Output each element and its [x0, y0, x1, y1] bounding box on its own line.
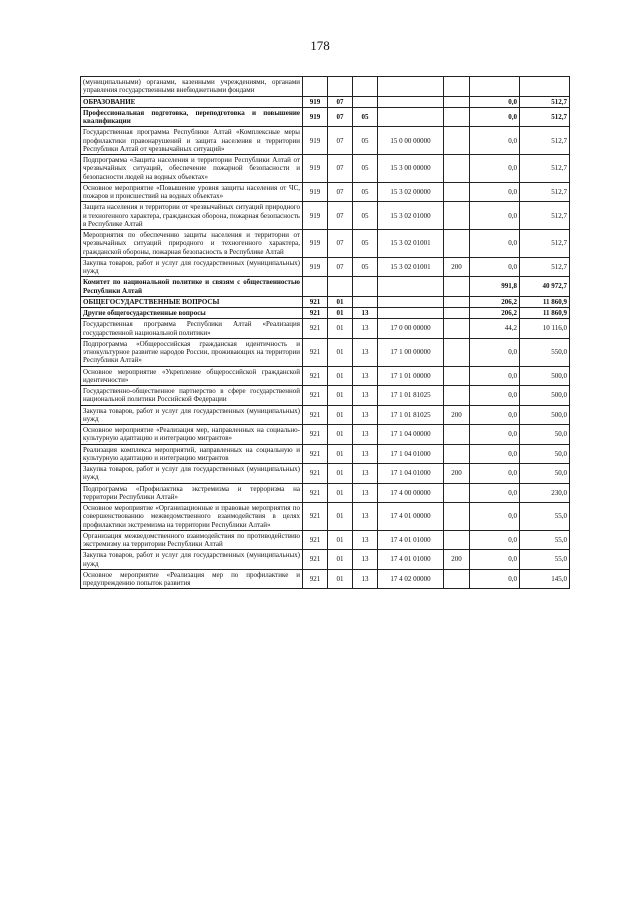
cell-value-2: 512,7 [520, 182, 570, 202]
cell-value-1: 206,2 [470, 296, 520, 307]
cell-pr: 13 [353, 444, 378, 464]
row-name: Государственная программа Республики Алтай «Реализация государственной национальной политики» [81, 319, 303, 339]
cell-csr: 17 1 04 01000 [378, 464, 444, 484]
table-row [81, 386, 570, 406]
cell-rz: 01 [328, 386, 353, 406]
cell-value-2: 230,0 [520, 483, 570, 503]
cell-value-2: 550,0 [520, 338, 570, 366]
cell-rz: 07 [328, 202, 353, 230]
row-name: ОБЩЕГОСУДАРСТВЕННЫЕ ВОПРОСЫ [81, 296, 303, 307]
budget-table [80, 76, 570, 589]
cell-rz: 01 [328, 308, 353, 319]
cell-csr [378, 107, 444, 127]
cell-rz: 01 [328, 530, 353, 550]
cell-pr [353, 296, 378, 307]
cell-ved: 921 [303, 308, 328, 319]
cell-value-1: 0,0 [470, 483, 520, 503]
cell-pr: 13 [353, 386, 378, 406]
cell-vr: 200 [444, 464, 470, 484]
table-row [81, 425, 570, 445]
cell-csr [378, 308, 444, 319]
table-row [81, 296, 570, 307]
cell-value-1 [470, 77, 520, 97]
row-name: Реализация комплекса мероприятий, направленных на социальную и культурную адаптацию и интеграцию мигрантов [81, 444, 303, 464]
cell-vr [444, 230, 470, 258]
cell-vr [444, 107, 470, 127]
table-row [81, 366, 570, 386]
cell-ved: 921 [303, 338, 328, 366]
cell-value-2: 500,0 [520, 405, 570, 425]
cell-value-2: 50,0 [520, 444, 570, 464]
cell-vr: 200 [444, 257, 470, 277]
cell-value-2: 145,0 [520, 569, 570, 589]
cell-vr [444, 338, 470, 366]
cell-value-2: 500,0 [520, 386, 570, 406]
cell-pr: 13 [353, 503, 378, 531]
cell-value-1: 0,0 [470, 107, 520, 127]
cell-value-2: 50,0 [520, 464, 570, 484]
cell-rz: 07 [328, 230, 353, 258]
cell-value-1: 0,0 [470, 96, 520, 107]
cell-csr: 17 4 00 00000 [378, 483, 444, 503]
cell-pr: 13 [353, 338, 378, 366]
cell-value-2: 11 860,9 [520, 308, 570, 319]
cell-rz: 07 [328, 127, 353, 155]
cell-vr [444, 386, 470, 406]
cell-value-1: 0,0 [470, 338, 520, 366]
cell-csr: 17 4 01 00000 [378, 503, 444, 531]
table-row [81, 503, 570, 531]
row-name: Защита населения и территории от чрезвычайных ситуаций природного и техногенного характера, гражданская оборона, пожарная безопасность в Республике Алтай [81, 202, 303, 230]
cell-csr: 15 3 02 00000 [378, 182, 444, 202]
cell-ved: 919 [303, 257, 328, 277]
cell-value-1: 0,0 [470, 444, 520, 464]
row-name: Закупка товаров, работ и услуг для государственных (муниципальных) нужд [81, 257, 303, 277]
cell-value-1: 0,0 [470, 155, 520, 183]
cell-value-2: 512,7 [520, 257, 570, 277]
cell-value-1: 0,0 [470, 386, 520, 406]
table-row [81, 77, 570, 97]
cell-pr [353, 77, 378, 97]
cell-rz: 01 [328, 338, 353, 366]
cell-value-1: 0,0 [470, 405, 520, 425]
row-name: Основное мероприятие «Организационные и правовые мероприятия по совершенствованию межведомственного взаимодействия в целях профилактики экстремизма на территории Республики Алтай» [81, 503, 303, 531]
table-row [81, 277, 570, 297]
cell-value-1: 44,2 [470, 319, 520, 339]
cell-csr: 17 4 01 01000 [378, 550, 444, 570]
cell-pr: 05 [353, 257, 378, 277]
cell-value-1: 991,8 [470, 277, 520, 297]
table-row [81, 569, 570, 589]
table-row [81, 550, 570, 570]
cell-rz: 01 [328, 569, 353, 589]
cell-ved: 921 [303, 296, 328, 307]
table-row [81, 308, 570, 319]
table-row [81, 319, 570, 339]
cell-rz: 07 [328, 257, 353, 277]
cell-ved: 921 [303, 425, 328, 445]
row-name: Основное мероприятие «Укрепление общероссийской гражданской идентичности» [81, 366, 303, 386]
row-name: Комитет по национальной политике и связям с общественностью Республики Алтай [81, 277, 303, 297]
cell-vr [444, 425, 470, 445]
row-name: Закупка товаров, работ и услуг для государственных (муниципальных) нужд [81, 550, 303, 570]
table-row [81, 202, 570, 230]
cell-value-2: 40 972,7 [520, 277, 570, 297]
cell-value-1: 0,0 [470, 425, 520, 445]
cell-ved: 921 [303, 550, 328, 570]
cell-csr: 17 1 01 81025 [378, 386, 444, 406]
cell-pr: 05 [353, 202, 378, 230]
cell-ved: 921 [303, 405, 328, 425]
cell-csr: 15 3 02 01000 [378, 202, 444, 230]
cell-ved: 919 [303, 107, 328, 127]
cell-vr [444, 277, 470, 297]
cell-rz [328, 77, 353, 97]
table-row [81, 182, 570, 202]
cell-value-2: 10 116,0 [520, 319, 570, 339]
table-row [81, 483, 570, 503]
cell-ved [303, 77, 328, 97]
cell-value-1: 0,0 [470, 464, 520, 484]
row-name: (муниципальными) органами, казенными учреждениями, органами управления государственными внебюджетными фондами [81, 77, 303, 97]
cell-vr [444, 296, 470, 307]
cell-csr: 15 3 02 01001 [378, 230, 444, 258]
cell-value-2: 512,7 [520, 155, 570, 183]
page-number: 178 [310, 38, 330, 53]
table-row [81, 464, 570, 484]
cell-pr: 13 [353, 319, 378, 339]
cell-ved: 919 [303, 96, 328, 107]
cell-rz: 07 [328, 107, 353, 127]
cell-pr: 05 [353, 127, 378, 155]
cell-ved: 921 [303, 569, 328, 589]
cell-value-1: 206,2 [470, 308, 520, 319]
cell-rz: 07 [328, 96, 353, 107]
table-row [81, 230, 570, 258]
cell-value-1: 0,0 [470, 366, 520, 386]
cell-vr [444, 569, 470, 589]
cell-vr: 200 [444, 405, 470, 425]
cell-rz: 01 [328, 366, 353, 386]
cell-ved: 921 [303, 483, 328, 503]
cell-value-2: 512,7 [520, 230, 570, 258]
table-row [81, 127, 570, 155]
row-name: Подпрограмма «Профилактика экстремизма и терроризма на территории Республики Алтай» [81, 483, 303, 503]
row-name: Основное мероприятие «Реализация мер, направленных на социально-культурную адаптацию и интеграцию мигрантов» [81, 425, 303, 445]
cell-ved: 921 [303, 503, 328, 531]
cell-csr: 17 1 00 00000 [378, 338, 444, 366]
cell-value-1: 0,0 [470, 257, 520, 277]
cell-rz: 01 [328, 483, 353, 503]
cell-csr [378, 277, 444, 297]
cell-vr [444, 308, 470, 319]
cell-csr: 15 0 00 00000 [378, 127, 444, 155]
cell-pr [353, 96, 378, 107]
cell-value-2: 500,0 [520, 366, 570, 386]
cell-rz: 01 [328, 296, 353, 307]
cell-rz: 01 [328, 444, 353, 464]
cell-vr [444, 96, 470, 107]
cell-csr: 15 3 00 00000 [378, 155, 444, 183]
cell-csr: 17 4 02 00000 [378, 569, 444, 589]
cell-vr [444, 483, 470, 503]
cell-vr [444, 366, 470, 386]
cell-rz: 01 [328, 405, 353, 425]
cell-rz: 07 [328, 182, 353, 202]
row-name: Основное мероприятие «Реализация мер по профилактике и предупреждению попыток развития [81, 569, 303, 589]
cell-ved: 919 [303, 127, 328, 155]
cell-ved: 919 [303, 182, 328, 202]
cell-vr: 200 [444, 550, 470, 570]
cell-rz: 01 [328, 319, 353, 339]
cell-ved: 919 [303, 230, 328, 258]
cell-rz: 01 [328, 550, 353, 570]
cell-ved: 921 [303, 464, 328, 484]
cell-ved: 919 [303, 155, 328, 183]
row-name: Профессиональная подготовка, переподготовка и повышение квалификации [81, 107, 303, 127]
cell-vr [444, 503, 470, 531]
cell-value-2: 512,7 [520, 107, 570, 127]
cell-value-2: 55,0 [520, 503, 570, 531]
table-row [81, 155, 570, 183]
cell-vr [444, 182, 470, 202]
cell-value-1: 0,0 [470, 202, 520, 230]
cell-value-2: 512,7 [520, 96, 570, 107]
row-name: ОБРАЗОВАНИЕ [81, 96, 303, 107]
cell-value-1: 0,0 [470, 550, 520, 570]
row-name: Мероприятия по обеспечению защиты населения и территории от чрезвычайных ситуаций природного и техногенного характера, гражданской обороны, пожарная безопасность в Республике Алтай [81, 230, 303, 258]
row-name: Закупка товаров, работ и услуг для государственных (муниципальных) нужд [81, 405, 303, 425]
row-name: Государственно-общественное партнерство в сфере государственной национальной политики Российской Федерации [81, 386, 303, 406]
cell-ved: 919 [303, 202, 328, 230]
cell-ved: 921 [303, 319, 328, 339]
cell-rz: 01 [328, 503, 353, 531]
cell-csr: 17 0 00 00000 [378, 319, 444, 339]
cell-pr: 13 [353, 425, 378, 445]
cell-vr [444, 319, 470, 339]
row-name: Другие общегосударственные вопросы [81, 308, 303, 319]
table-row [81, 96, 570, 107]
table-body [81, 77, 570, 589]
cell-csr: 15 3 02 01001 [378, 257, 444, 277]
cell-csr [378, 296, 444, 307]
table-row [81, 107, 570, 127]
cell-csr: 17 1 04 01000 [378, 444, 444, 464]
row-name: Государственная программа Республики Алтай «Комплексные меры профилактики правонарушений и защита населения и территории Республики Алтай от чрезвычайных ситуаций» [81, 127, 303, 155]
cell-csr: 17 1 04 00000 [378, 425, 444, 445]
table-row [81, 257, 570, 277]
cell-rz: 01 [328, 464, 353, 484]
cell-pr: 13 [353, 405, 378, 425]
cell-ved [303, 277, 328, 297]
cell-vr [444, 127, 470, 155]
cell-pr: 05 [353, 155, 378, 183]
cell-ved: 921 [303, 530, 328, 550]
cell-value-1: 0,0 [470, 530, 520, 550]
row-name: Подпрограмма «Общероссийская гражданская идентичность и этнокультурное развитие народов России, проживающих на территории Республики Алтай» [81, 338, 303, 366]
row-name: Организация межведомственного взаимодействия по противодействию экстремизму на территории Республики Алтай [81, 530, 303, 550]
cell-ved: 921 [303, 386, 328, 406]
cell-pr [353, 277, 378, 297]
cell-value-2: 11 860,9 [520, 296, 570, 307]
cell-vr [444, 77, 470, 97]
cell-vr [444, 155, 470, 183]
cell-pr: 13 [353, 464, 378, 484]
row-name: Основное мероприятие «Повышение уровня защиты населения от ЧС, пожаров и происшествий на водных объектах» [81, 182, 303, 202]
cell-value-1: 0,0 [470, 127, 520, 155]
cell-rz [328, 277, 353, 297]
cell-value-1: 0,0 [470, 503, 520, 531]
cell-rz: 01 [328, 425, 353, 445]
cell-value-1: 0,0 [470, 182, 520, 202]
cell-csr [378, 96, 444, 107]
cell-pr: 13 [353, 366, 378, 386]
cell-value-2 [520, 77, 570, 97]
cell-vr [444, 530, 470, 550]
cell-value-2: 55,0 [520, 530, 570, 550]
cell-value-2: 55,0 [520, 550, 570, 570]
table-row [81, 405, 570, 425]
table-row [81, 530, 570, 550]
cell-ved: 921 [303, 366, 328, 386]
cell-value-1: 0,0 [470, 230, 520, 258]
cell-pr: 05 [353, 107, 378, 127]
table-row [81, 444, 570, 464]
cell-csr [378, 77, 444, 97]
cell-csr: 17 4 01 01000 [378, 530, 444, 550]
cell-vr [444, 444, 470, 464]
cell-vr [444, 202, 470, 230]
cell-pr: 13 [353, 308, 378, 319]
cell-pr: 13 [353, 550, 378, 570]
cell-pr: 13 [353, 569, 378, 589]
cell-ved: 921 [303, 444, 328, 464]
row-name: Закупка товаров, работ и услуг для государственных (муниципальных) нужд [81, 464, 303, 484]
cell-csr: 17 1 01 81025 [378, 405, 444, 425]
table-row [81, 338, 570, 366]
cell-value-2: 50,0 [520, 425, 570, 445]
cell-pr: 13 [353, 530, 378, 550]
cell-value-1: 0,0 [470, 569, 520, 589]
cell-rz: 07 [328, 155, 353, 183]
cell-pr: 05 [353, 230, 378, 258]
row-name: Подпрограмма «Защита населения и территории Республики Алтай от чрезвычайных ситуаций, обеспечение пожарной безопасности и безопасности людей на водных объектах» [81, 155, 303, 183]
cell-value-2: 512,7 [520, 127, 570, 155]
cell-value-2: 512,7 [520, 202, 570, 230]
cell-csr: 17 1 01 00000 [378, 366, 444, 386]
cell-pr: 13 [353, 483, 378, 503]
cell-pr: 05 [353, 182, 378, 202]
